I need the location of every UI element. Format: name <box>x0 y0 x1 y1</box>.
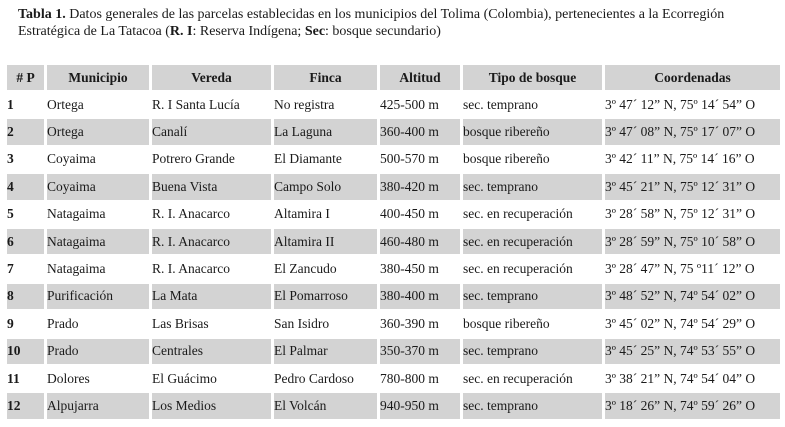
cell-plot-number: 6 <box>7 229 47 254</box>
cell-tipo-bosque: sec. en recuperación <box>463 229 605 254</box>
caption-text: Datos generales de las parcelas establecidas en los municipios del Tolima (Colombia), pertenecientes a la Ecorregión Estratégica de La Tatacoa ( <box>18 7 725 39</box>
cell-finca: San Isidro <box>274 311 380 336</box>
cell-finca: Altamira II <box>274 229 380 254</box>
cell-plot-number: 4 <box>7 174 47 199</box>
cell-finca: Campo Solo <box>274 174 380 199</box>
plots-table <box>7 63 780 421</box>
header-cell-vereda: Vereda <box>152 65 274 90</box>
table-row <box>7 202 780 227</box>
caption-ri-text: : Reserva Indígena; <box>192 24 305 39</box>
cell-plot-number: 12 <box>7 393 47 418</box>
cell-coordenadas: 3º 45´ 25” N, 74º 53´ 55” O <box>605 339 780 364</box>
cell-vereda: Las Brisas <box>152 311 274 336</box>
cell-coordenadas: 3º 45´ 02” N, 74º 54´ 29” O <box>605 311 780 336</box>
cell-vereda: R. I. Anacarco <box>152 256 274 281</box>
cell-coordenadas: 3º 18´ 26” N, 74º 59´ 26” O <box>605 393 780 418</box>
cell-altitud: 360-400 m <box>380 119 463 144</box>
cell-municipio: Coyaima <box>47 174 152 199</box>
header-cell-coordenadas: Coordenadas <box>605 65 780 90</box>
cell-plot-number: 8 <box>7 284 47 309</box>
cell-municipio: Alpujarra <box>47 393 152 418</box>
cell-tipo-bosque: sec. en recuperación <box>463 256 605 281</box>
cell-municipio: Coyaima <box>47 147 152 172</box>
caption-sec-abbr: Sec <box>304 24 326 39</box>
cell-coordenadas: 3º 47´ 12” N, 75º 14´ 54” O <box>605 92 780 117</box>
cell-coordenadas: 3º 28´ 59” N, 75º 10´ 58” O <box>605 229 780 254</box>
table-row <box>7 119 780 144</box>
cell-altitud: 350-370 m <box>380 339 463 364</box>
cell-tipo-bosque: sec. temprano <box>463 92 605 117</box>
cell-municipio: Dolores <box>47 366 152 391</box>
caption-label: Tabla 1. <box>18 7 66 22</box>
header-cell-municipio: Municipio <box>47 65 152 90</box>
cell-vereda: Los Medios <box>152 393 274 418</box>
cell-tipo-bosque: sec. en recuperación <box>463 366 605 391</box>
table-row <box>7 147 780 172</box>
table-caption <box>18 6 778 40</box>
cell-vereda: Centrales <box>152 339 274 364</box>
cell-municipio: Ortega <box>47 92 152 117</box>
cell-finca: Altamira I <box>274 202 380 227</box>
cell-coordenadas: 3º 47´ 08” N, 75º 17´ 07” O <box>605 119 780 144</box>
table-row <box>7 284 780 309</box>
cell-vereda: R. I. Anacarco <box>152 202 274 227</box>
cell-tipo-bosque: sec. en recuperación <box>463 202 605 227</box>
cell-plot-number: 2 <box>7 119 47 144</box>
cell-finca: La Laguna <box>274 119 380 144</box>
cell-plot-number: 9 <box>7 311 47 336</box>
table-row <box>7 339 780 364</box>
cell-municipio: Purificación <box>47 284 152 309</box>
header-cell-np: # P <box>7 65 47 90</box>
cell-altitud: 460-480 m <box>380 229 463 254</box>
cell-finca: El Pomarroso <box>274 284 380 309</box>
cell-coordenadas: 3º 42´ 11” N, 75º 14´ 16” O <box>605 147 780 172</box>
cell-finca: El Zancudo <box>274 256 380 281</box>
table-row <box>7 174 780 199</box>
caption-sec-text: : bosque secundario) <box>325 24 441 39</box>
cell-municipio: Prado <box>47 339 152 364</box>
table-row <box>7 229 780 254</box>
cell-altitud: 425-500 m <box>380 92 463 117</box>
cell-plot-number: 3 <box>7 147 47 172</box>
header-cell-altitud: Altitud <box>380 65 463 90</box>
cell-altitud: 400-450 m <box>380 202 463 227</box>
cell-plot-number: 7 <box>7 256 47 281</box>
table-row <box>7 256 780 281</box>
cell-vereda: R. I. Anacarco <box>152 229 274 254</box>
cell-municipio: Natagaima <box>47 256 152 281</box>
cell-plot-number: 5 <box>7 202 47 227</box>
cell-vereda: Buena Vista <box>152 174 274 199</box>
cell-tipo-bosque: sec. temprano <box>463 393 605 418</box>
cell-altitud: 380-400 m <box>380 284 463 309</box>
cell-plot-number: 11 <box>7 366 47 391</box>
table-body <box>7 92 780 419</box>
cell-tipo-bosque: sec. temprano <box>463 284 605 309</box>
table-header <box>7 65 780 90</box>
cell-coordenadas: 3º 28´ 47” N, 75 º11´ 12” O <box>605 256 780 281</box>
cell-coordenadas: 3º 38´ 21” N, 74º 54´ 04” O <box>605 366 780 391</box>
cell-municipio: Natagaima <box>47 202 152 227</box>
cell-altitud: 380-420 m <box>380 174 463 199</box>
cell-municipio: Prado <box>47 311 152 336</box>
cell-tipo-bosque: sec. temprano <box>463 339 605 364</box>
cell-vereda: Potrero Grande <box>152 147 274 172</box>
cell-plot-number: 1 <box>7 92 47 117</box>
cell-tipo-bosque: sec. temprano <box>463 174 605 199</box>
cell-vereda: R. I Santa Lucía <box>152 92 274 117</box>
cell-coordenadas: 3º 45´ 21” N, 75º 12´ 31” O <box>605 174 780 199</box>
cell-altitud: 500-570 m <box>380 147 463 172</box>
cell-coordenadas: 3º 48´ 52” N, 74º 54´ 02” O <box>605 284 780 309</box>
cell-finca: El Diamante <box>274 147 380 172</box>
header-row <box>7 65 780 90</box>
header-cell-tipo: Tipo de bosque <box>463 65 605 90</box>
cell-finca: Pedro Cardoso <box>274 366 380 391</box>
caption-ri-abbr: R. I <box>169 24 193 39</box>
cell-finca: El Palmar <box>274 339 380 364</box>
table-row <box>7 393 780 418</box>
cell-altitud: 360-390 m <box>380 311 463 336</box>
table-row <box>7 311 780 336</box>
table-row <box>7 366 780 391</box>
cell-municipio: Natagaima <box>47 229 152 254</box>
cell-tipo-bosque: bosque ribereño <box>463 311 605 336</box>
cell-plot-number: 10 <box>7 339 47 364</box>
cell-vereda: El Guácimo <box>152 366 274 391</box>
cell-municipio: Ortega <box>47 119 152 144</box>
cell-coordenadas: 3º 28´ 58” N, 75º 12´ 31” O <box>605 202 780 227</box>
cell-vereda: La Mata <box>152 284 274 309</box>
cell-finca: No registra <box>274 92 380 117</box>
cell-tipo-bosque: bosque ribereño <box>463 147 605 172</box>
header-cell-finca: Finca <box>274 65 380 90</box>
cell-tipo-bosque: bosque ribereño <box>463 119 605 144</box>
table-row <box>7 92 780 117</box>
cell-altitud: 940-950 m <box>380 393 463 418</box>
cell-vereda: Canalí <box>152 119 274 144</box>
cell-altitud: 780-800 m <box>380 366 463 391</box>
cell-finca: El Volcán <box>274 393 380 418</box>
cell-altitud: 380-450 m <box>380 256 463 281</box>
